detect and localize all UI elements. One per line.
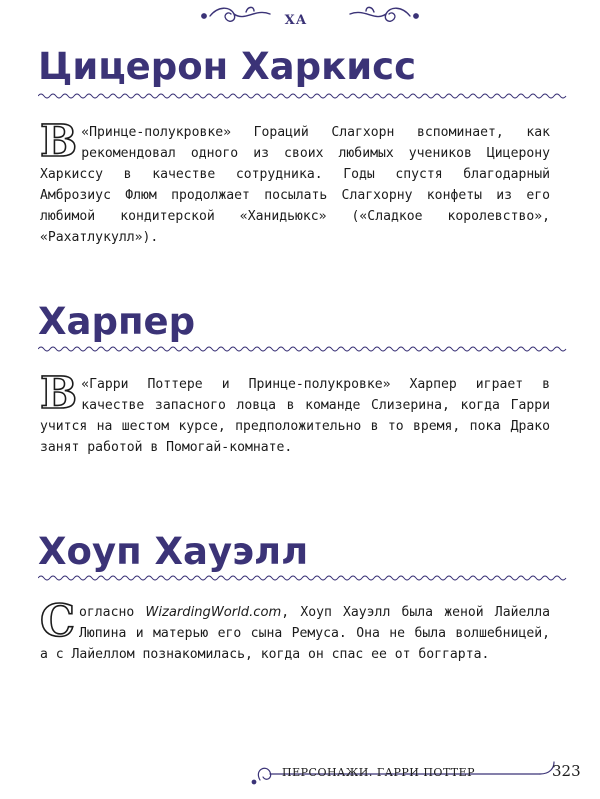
drop-cap: С [40, 596, 76, 647]
entry-title: Харпер [38, 300, 196, 343]
entry-body-text: огласно [79, 605, 146, 620]
entry-body-text: , Хоуп Хауэлл была женой Лайелла Люпина и матерью его сына Ремуса. Она не была волшебницей, а с Лайеллом познакомилась, когда он спас ее от боггарта. [40, 605, 550, 662]
wavy-rule [38, 345, 568, 353]
wavy-rule [38, 92, 568, 100]
entry-body-text: «Принце-полукровке» Гораций Слагхорн вспоминает, как рекомендовал одного из своих любимых учеников Цицерону Харкиссу в качестве сотрудника. Годы спустя благодарный Амброзиус Флюм продолжает посылать Слагхорну конфеты из его любимой кондитерской «Ханидьюкс» («Сладкое королевство», «Рахатлукулл»). [40, 125, 550, 245]
running-head: ПЕРСОНАЖИ. ГАРРИ ПОТТЕР [282, 766, 476, 779]
entry-title: Хоуп Хауэлл [38, 530, 309, 573]
entry-body [40, 596, 550, 665]
entry-body-text: «Гарри Поттере и Принце-полукровке» Харпер играет в качестве запасного ловца в команде Слизерина, когда Гарри учится на шестом курсе, предположительно в то время, пока Драко занят работой в Помогай-комнате. [40, 377, 550, 455]
entry-body [40, 116, 550, 248]
wavy-rule [38, 574, 568, 582]
drop-cap: В [40, 116, 78, 167]
entry-body [40, 368, 550, 458]
entry-title: Цицерон Харкисс [38, 45, 417, 88]
drop-cap: В [40, 368, 78, 419]
page-number: 323 [552, 762, 581, 780]
section-letters: ХА [284, 13, 308, 28]
website-name: WizardingWorld.com [145, 605, 282, 620]
